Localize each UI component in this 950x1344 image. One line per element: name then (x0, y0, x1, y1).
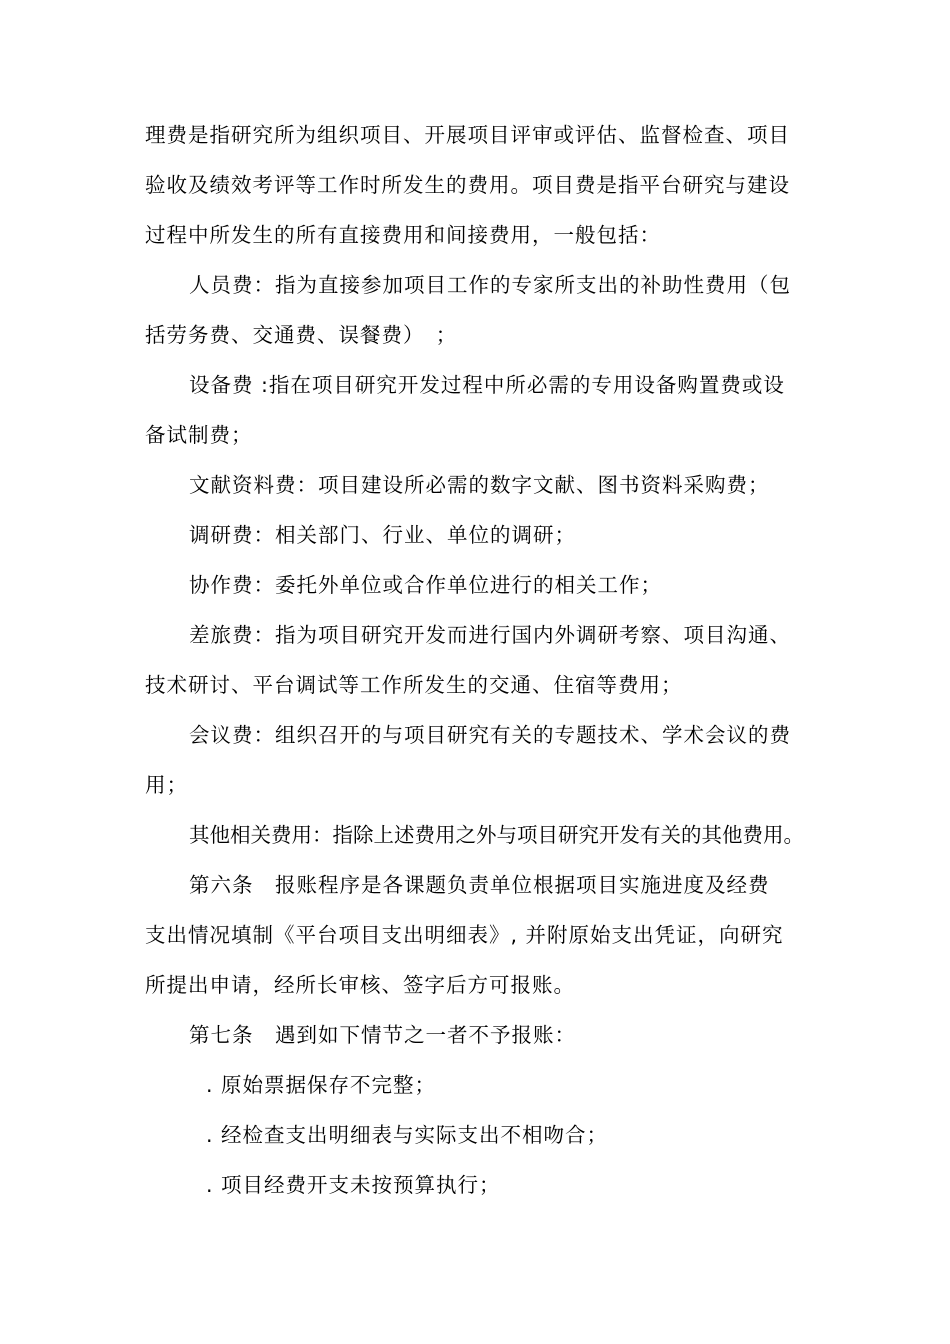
text-line: 所提出申请，经所长审核、签字后方可报账。 (145, 973, 575, 997)
paragraph-literature-fee: 文献资料费：项目建设所必需的数字文献、图书资料采购费； (189, 473, 770, 497)
paragraph-cooperation-fee: 协作费：委托外单位或合作单位进行的相关工作； (189, 573, 662, 597)
text-line: 支出情况填制《平台项目支出明细表》, 并附原始支出凭证，向研究 (145, 923, 784, 947)
text-line: 技术研讨、平台调试等工作所发生的交通、住宿等费用； (145, 673, 683, 697)
list-item: . 原始票据保存不完整； (206, 1073, 437, 1097)
text-line: 验收及绩效考评等工作时所发生的费用。项目费是指平台研究与建设 (145, 173, 790, 197)
paragraph-personnel-fee: 人员费：指为直接参加项目工作的专家所支出的补助性费用（包 (189, 273, 791, 297)
text-line: 备试制费； (145, 423, 253, 447)
paragraph-travel-fee: 差旅费：指为项目研究开发而进行国内外调研考察、项目沟通、 (189, 623, 791, 647)
paragraph-meeting-fee: 会议费：组织召开的与项目研究有关的专题技术、学术会议的费 (189, 723, 791, 747)
paragraph-equipment-fee: 设备费 :指在项目研究开发过程中所必需的专用设备购置费或设 (189, 373, 785, 397)
paragraph-research-fee: 调研费：相关部门、行业、单位的调研； (189, 523, 576, 547)
list-item: . 项目经费开支未按预算执行； (206, 1173, 501, 1197)
list-item: . 经检查支出明细表与实际支出不相吻合； (206, 1123, 609, 1147)
text-line: 括劳务费、交通费、误餐费） ； (145, 323, 458, 347)
text-line: 过程中所发生的所有直接费用和间接费用，一般包括： (145, 223, 661, 247)
text-line: 用； (145, 773, 188, 797)
paragraph-other-fees: 其他相关费用：指除上述费用之外与项目研究开发有关的其他费用。 (189, 823, 804, 847)
article-six: 第六条 报账程序是各课题负责单位根据项目实施进度及经费 (189, 873, 770, 897)
article-seven: 第七条 遇到如下情节之一者不予报账： (189, 1023, 576, 1047)
text-line: 理费是指研究所为组织项目、开展项目评审或评估、监督检查、项目 (145, 123, 790, 147)
